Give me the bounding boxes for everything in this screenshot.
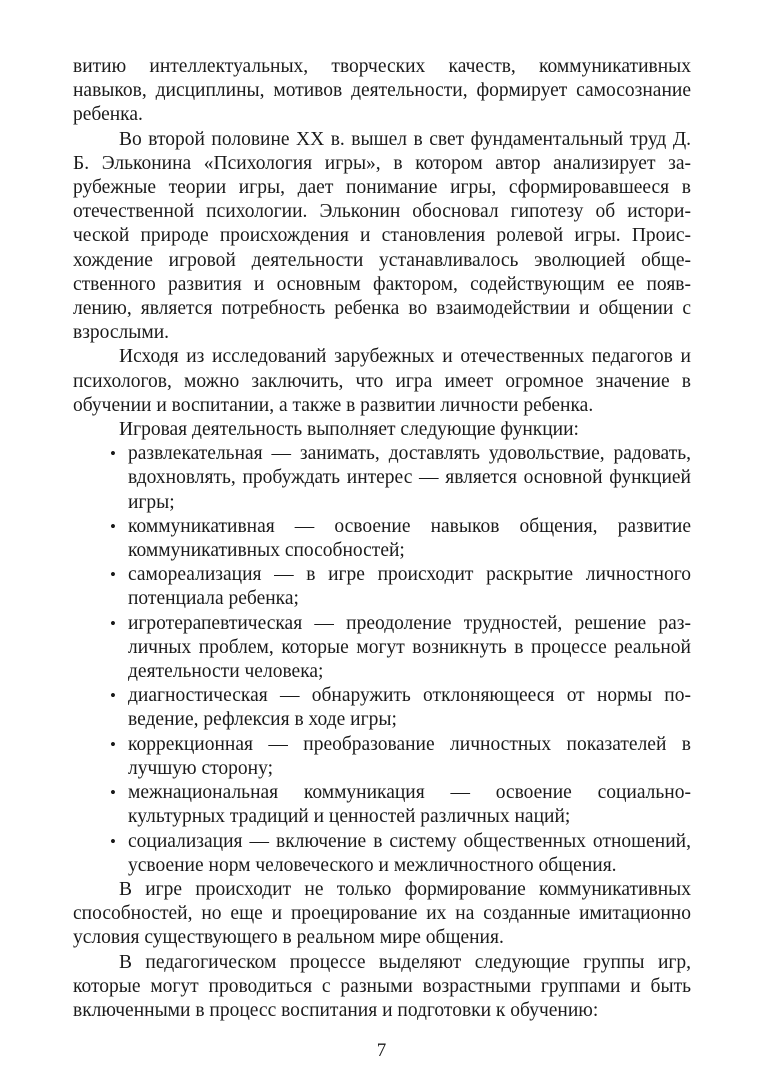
functions-list	[73, 442, 691, 878]
list-item	[110, 733, 691, 781]
list-item-text: игротерапевтическая — преодоление трудностей, решение различных проблем, которые могут возникнуть в процессе реальной деятельности человека;	[128, 612, 691, 683]
list-item	[110, 830, 691, 878]
bullet-icon: •	[110, 516, 116, 536]
list-item-text: развлекательная — занимать, доставлять удовольствие, радовать, вдохновлять, пробуждать интерес — является основной функцией игры;	[128, 443, 691, 513]
paragraph-conclusion: Исходя из исследований зарубежных и отечественных педагогов и психологов, можно заключить, что игра имеет огромное значение в обучении и воспитании, а также в развитии личности ребенка.	[73, 346, 691, 416]
list-item	[110, 684, 691, 732]
list-item	[110, 563, 691, 611]
list-item	[110, 515, 691, 563]
list-item	[110, 781, 691, 829]
paragraph-communication: В игре происходит не только формирование коммуникативных способностей, но еще и проецирование их на созданные имитационно условия существующего в реальном мире общения.	[73, 878, 691, 949]
page-body	[73, 55, 691, 1023]
list-item-text: межнациональная коммуникация — освоение социально-культурных традиций и ценностей различных наций;	[128, 782, 691, 828]
bullet-icon: •	[110, 734, 116, 754]
list-item	[110, 612, 691, 685]
paragraph-functions-intro: Игровая деятельность выполняет следующие функции:	[119, 419, 579, 441]
bullet-icon: •	[110, 686, 116, 706]
bullet-icon: •	[110, 613, 116, 633]
list-item-text: социализация — включение в систему общественных отношений, усвоение норм человеческого и межличностного общения.	[128, 830, 691, 876]
bullet-icon: •	[110, 565, 116, 585]
bullet-icon: •	[110, 831, 116, 851]
list-item-text: коммуникативная — освоение навыков общения, развитие коммуникативных способностей;	[128, 515, 691, 562]
list-item	[110, 442, 691, 515]
list-item-text: самореализация — в игре происходит раскрытие личностного потенциала ребенка;	[128, 564, 691, 610]
list-item-text: коррекционная — преобразование личностных показателей в лучшую сторону;	[128, 733, 691, 779]
paragraph-elkonin: Во второй половине XX в. вышел в свет фундаментальный труд Д. Б. Эльконина «Психология игры», в котором автор анализирует зарубежные теории игры, дает понимание игры, сформировавшееся в отечественной психологии. Эльконин обосновал гипотезу об исторической природе происхождения и становления ролевой игры. Происхождение игровой деятельности устанавливалось эволюцией общественного развития и основным фактором, содействующим ее появлению, является потребность ребенка во взаимодействии и общении с взрослыми.	[73, 128, 691, 344]
page-number: 7	[376, 1040, 387, 1061]
bullet-icon: •	[110, 783, 116, 803]
bullet-icon: •	[110, 444, 116, 464]
list-item-text: диагностическая — обнаружить отклоняющееся от нормы поведение, рефлексия в ходе игры;	[128, 685, 691, 731]
paragraph-game-groups: В педагогическом процессе выделяют следующие группы игр, которые могут проводиться с разными возрастными группами и быть включенными в процесс воспитания и подготовки к обучению:	[73, 951, 691, 1021]
paragraph-continuation: витию интеллектуальных, творческих качеств, коммуникативных навыков, дисциплины, мотивов деятельности, формирует самосознание ребенка.	[73, 56, 691, 126]
